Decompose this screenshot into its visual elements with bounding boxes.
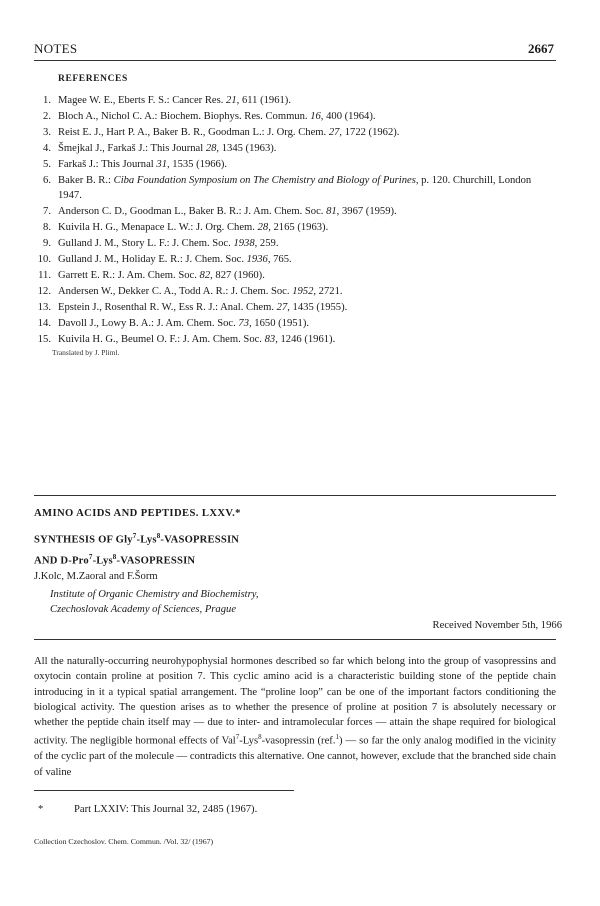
institution-line-1: Institute of Organic Chemistry and Biochemistry, (50, 589, 259, 600)
reference-text: Farkaš J.: This Journal 31, 1535 (1966). (58, 158, 228, 170)
reference-number: 9. (43, 238, 51, 250)
reference-number: 11. (38, 269, 51, 281)
reference-number: 5. (43, 158, 51, 170)
reference-number: 6. (43, 174, 51, 186)
reference-text: Kuivila H. G., Menapace L. W.: J. Org. Chem. 28, 2165 (1963). (58, 222, 329, 234)
footnote-rule (34, 790, 294, 791)
received-date: Received November 5th, 1966 (432, 620, 562, 631)
reference-item (34, 109, 554, 125)
reference-item (34, 157, 554, 173)
reference-item (34, 236, 554, 252)
reference-number: 12. (37, 285, 51, 297)
article-subtitle: SYNTHESIS OF Gly$^7$-Lys$^8$-VASOPRESSIN AND D-Pro$^7$-Lys$^8$-VASOPRESSIN (34, 532, 240, 567)
reference-number: 3. (43, 126, 51, 138)
reference-number: 14. (37, 317, 51, 329)
reference-text: Magee W. E., Eberts F. S.: Cancer Res. 21, 611 (1961). (58, 95, 291, 106)
reference-number: 8. (43, 222, 51, 234)
reference-item (34, 332, 554, 348)
header-rule (34, 60, 556, 61)
running-header (34, 41, 554, 59)
article-body (34, 654, 556, 780)
reference-number: 4. (43, 142, 51, 154)
reference-text: Reist E. J., Hart P. A., Baker B. R., Goodman L.: J. Org. Chem. 27, 1722 (1962). (58, 126, 400, 138)
reference-item (34, 252, 554, 268)
reference-item (34, 316, 554, 332)
reference-text: Šmejkal J., Farkaš J.: This Journal 28, 1345 (1963). (58, 142, 277, 154)
reference-number: 7. (43, 206, 51, 218)
reference-number: 2. (43, 110, 51, 122)
reference-item (34, 284, 554, 300)
reference-number: 1. (43, 95, 51, 106)
reference-text: Gulland J. M., Story L. F.: J. Chem. Soc. 1938, 259. (58, 238, 279, 250)
reference-text: Davoll J., Lowy B. A.: J. Am. Chem. Soc. 73, 1650 (1951). (58, 317, 310, 329)
references-list (34, 93, 554, 348)
reference-text: Anderson C. D., Goodman L., Baker B. R.: J. Am. Chem. Soc. 81, 3967 (1959). (58, 206, 397, 218)
author-institution (50, 587, 259, 617)
footnote-mark: * (38, 804, 44, 815)
reference-text: Kuivila H. G., Beumel O. F.: J. Am. Chem. Soc. 83, 1246 (1961). (58, 333, 336, 345)
received-rule (34, 639, 556, 640)
reference-item (34, 93, 554, 109)
article-separator-rule (34, 495, 556, 496)
reference-number: 13. (37, 301, 51, 313)
reference-item (34, 141, 554, 157)
reference-item (34, 173, 554, 205)
reference-text: Epstein J., Rosenthal R. W., Ess R. J.: Anal. Chem. 27, 1435 (1955). (58, 301, 348, 313)
reference-item (34, 125, 554, 141)
footnote-text: Part LXXIV: This Journal 32, 2485 (1967). (74, 804, 258, 815)
references-title: REFERENCES (58, 74, 128, 84)
article-authors: J.Kolc, M.Zaoral and F.Šorm (34, 571, 158, 582)
body-paragraph: All the naturally-occurring neurohypophysial hormones described so far which belong into the group of vasopressins and oxytocin contain proline at position 7. This cyclic amino acid is a characteristic building stone of the peptide chain introducing in it a typical spatial arrangement. The “proline loop” can be one of the important factors conditioning the biological activity. The question arises as to whether the presence of proline at position 7 is absolutely necessary or whether the peptide chain itself may — due to inter- and intramolecular forces — attain the shape required for biological activity. The negligible hormonal effects of Val$^7$-Lys$^8$-vasopressin (ref.$^1$) — so far the only analog modified in the vicinity of the cyclic part of the molecule — contradicts this alternative. One cannot, however, exclude that the branched side chain of valine (34, 656, 557, 778)
footnote (38, 804, 257, 815)
reference-item (34, 268, 554, 284)
reference-text: Baker B. R.: Ciba Foundation Symposium on The Chemistry and Biology of Purines, p. 120. Churchill, London 1947. (58, 174, 532, 202)
reference-text: Bloch A., Nichol C. A.: Biochem. Biophys. Res. Commun. 16, 400 (1964). (58, 110, 376, 122)
section-label: NOTES (34, 41, 78, 56)
reference-text: Garrett E. R.: J. Am. Chem. Soc. 82, 827 (1960). (58, 269, 265, 281)
institution-line-2: Czechoslovak Academy of Sciences, Prague (50, 604, 237, 615)
page-number: 2667 (528, 41, 554, 56)
reference-item (34, 300, 554, 316)
reference-item (34, 204, 554, 220)
reference-text: Andersen W., Dekker C. A., Todd A. R.: J. Chem. Soc. 1952, 2721. (58, 285, 343, 297)
reference-text: Gulland J. M., Holiday E. R.: J. Chem. Soc. 1936, 765. (58, 254, 292, 266)
reference-item (34, 220, 554, 236)
journal-citation: Collection Czechoslov. Chem. Commun. /Vol. 32/ (1967) (34, 837, 214, 846)
reference-number: 10. (37, 254, 51, 266)
reference-number: 15. (37, 333, 51, 345)
translator-note: Translated by J. Pliml. (52, 348, 120, 357)
article-title: AMINO ACIDS AND PEPTIDES. LXXV.* (34, 508, 241, 519)
